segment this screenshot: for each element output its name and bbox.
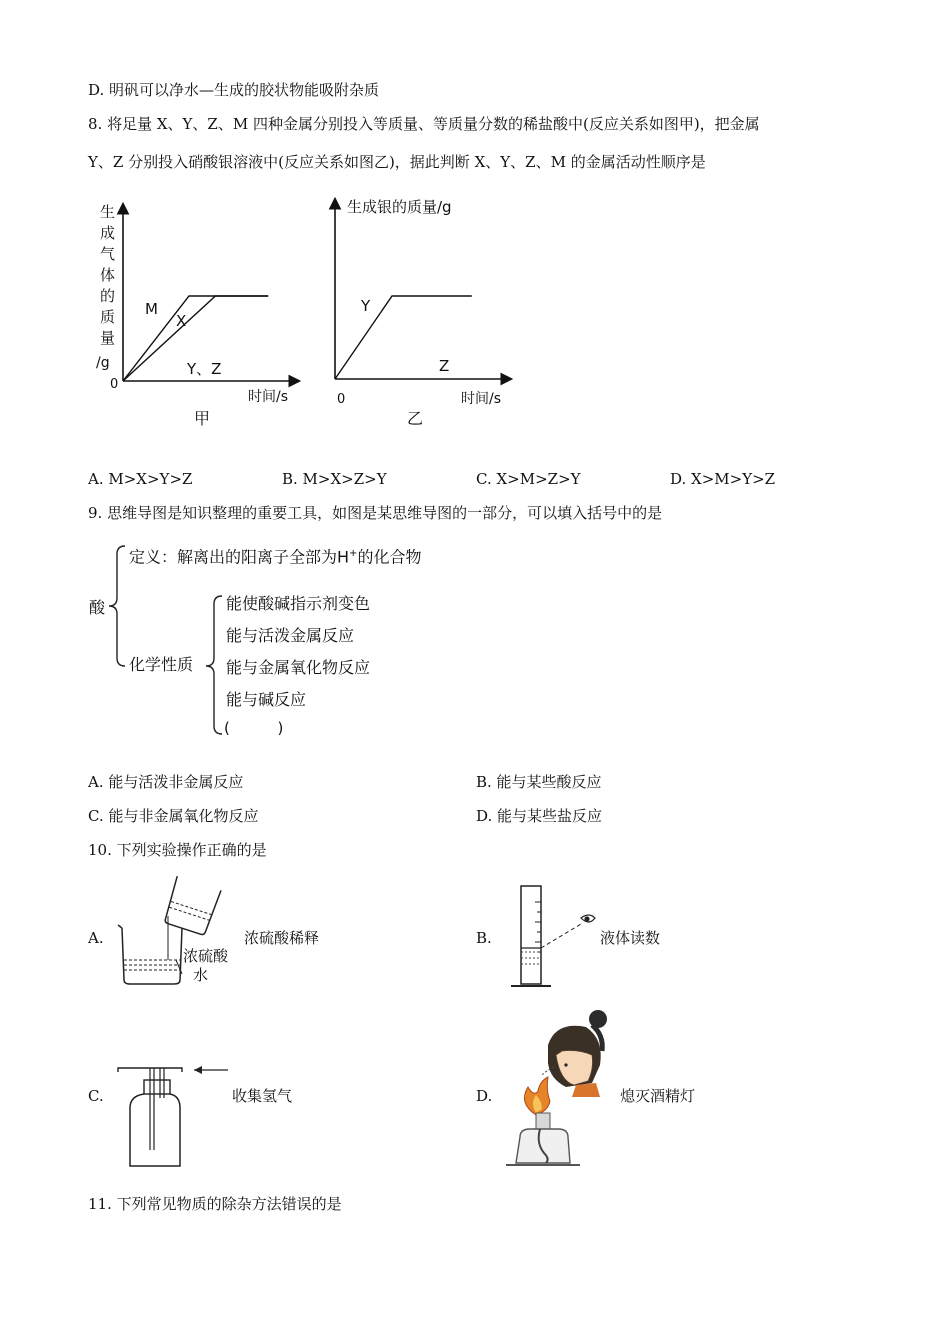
yi-caption: 乙 [407, 409, 424, 428]
series-line-Y [335, 296, 472, 379]
q8-option-b: B. M>X>Z>Y [282, 470, 387, 488]
q10-a-caption: 浓硫酸稀释 [244, 929, 320, 947]
jia-y-label [100, 203, 115, 347]
q10-stem: 10. 下列实验操作正确的是 [88, 841, 267, 859]
jia-origin: 0 [110, 377, 119, 392]
jia-caption: 甲 [194, 409, 211, 428]
cylinder-reading-illustration [505, 882, 605, 992]
q8-option-d: D. X>M>Y>Z [670, 470, 776, 488]
mind-map [85, 538, 485, 748]
q10-c-letter: C. [88, 1087, 104, 1105]
q10-a-letter: A. [88, 929, 104, 947]
yi-label-y: Y [361, 297, 371, 315]
yi-y-label: 生成银的质量/g [347, 198, 452, 216]
q8-stem-line1: 8. 将足量 X、Y、Z、M 四种金属分别投入等质量、等质量分数的稀盐酸中(反应关系如图甲)，把金属 [88, 115, 760, 133]
chart-jia [88, 195, 318, 435]
mind-map-item: 能与金属氧化物反应 [226, 658, 371, 677]
jia-y-label-char: 质 [100, 308, 116, 326]
jia-x-label: 时间/s [248, 389, 289, 405]
q9-option-a: A. 能与活泼非金属反应 [88, 773, 244, 791]
q8-stem-line2: Y、Z 分别投入硝酸银溶液中(反应关系如图乙)，据此判断 X、Y、Z、M 的金属活动性顺序是 [88, 153, 706, 171]
q8-option-c: C. X>M>Z>Y [476, 470, 581, 488]
mind-map-blank: ( ) [224, 719, 284, 737]
mind-map-definition: 定义：解离出的阳离子全部为H+的化合物 [129, 547, 422, 567]
q8-option-a: A. M>X>Y>Z [88, 470, 193, 488]
mind-map-root: 酸 [89, 598, 106, 617]
mind-map-item: 能与碱反应 [226, 690, 307, 709]
jia-y-label-char: 气 [100, 245, 116, 263]
mind-map-item: 能使酸碱指示剂变色 [226, 594, 371, 613]
q10-a-label-acid: 浓硫酸 [183, 947, 229, 965]
q9-stem: 9. 思维导图是知识整理的重要工具，如图是某思维导图的一部分，可以填入括号中的是 [88, 504, 663, 522]
q10-a-label-water: 水 [193, 966, 209, 984]
gas-bottle-illustration [110, 1060, 235, 1175]
jia-y-label-char: 体 [100, 266, 116, 284]
alcohol-lamp-illustration [500, 1005, 620, 1173]
jia-y-label-char: 成 [100, 224, 116, 242]
yi-origin: 0 [337, 392, 346, 407]
yi-label-z: Z [439, 357, 450, 375]
mind-map-branch: 化学性质 [129, 655, 194, 674]
jia-y-label-char: 量 [100, 329, 116, 347]
q9-option-c: C. 能与非金属氧化物反应 [88, 807, 259, 825]
chart-yi [325, 190, 525, 435]
q10-b-caption: 液体读数 [600, 929, 661, 947]
jia-y-label-char: 生 [100, 203, 116, 221]
q10-c-caption: 收集氢气 [232, 1087, 293, 1105]
acid-dilution-illustration [110, 876, 245, 991]
q10-b-letter: B. [476, 929, 492, 947]
mind-map-item: 能与活泼金属反应 [226, 626, 355, 645]
jia-y-label-char: 的 [100, 287, 116, 305]
jia-y-unit: /g [96, 355, 110, 371]
yi-x-label: 时间/s [461, 391, 502, 407]
q11-stem: 11. 下列常见物质的除杂方法错误的是 [88, 1195, 342, 1213]
q9-option-b: B. 能与某些酸反应 [476, 773, 602, 791]
q7-option-d: D. 明矾可以净水—生成的胶状物能吸附杂质 [88, 81, 380, 99]
jia-label-x: X [176, 312, 187, 330]
q9-option-d: D. 能与某些盐反应 [476, 807, 603, 825]
q10-d-caption: 熄灭酒精灯 [620, 1087, 696, 1105]
q10-d-letter: D. [476, 1087, 493, 1105]
jia-label-yz: Y、Z [187, 360, 222, 378]
jia-label-m: M [145, 300, 158, 318]
